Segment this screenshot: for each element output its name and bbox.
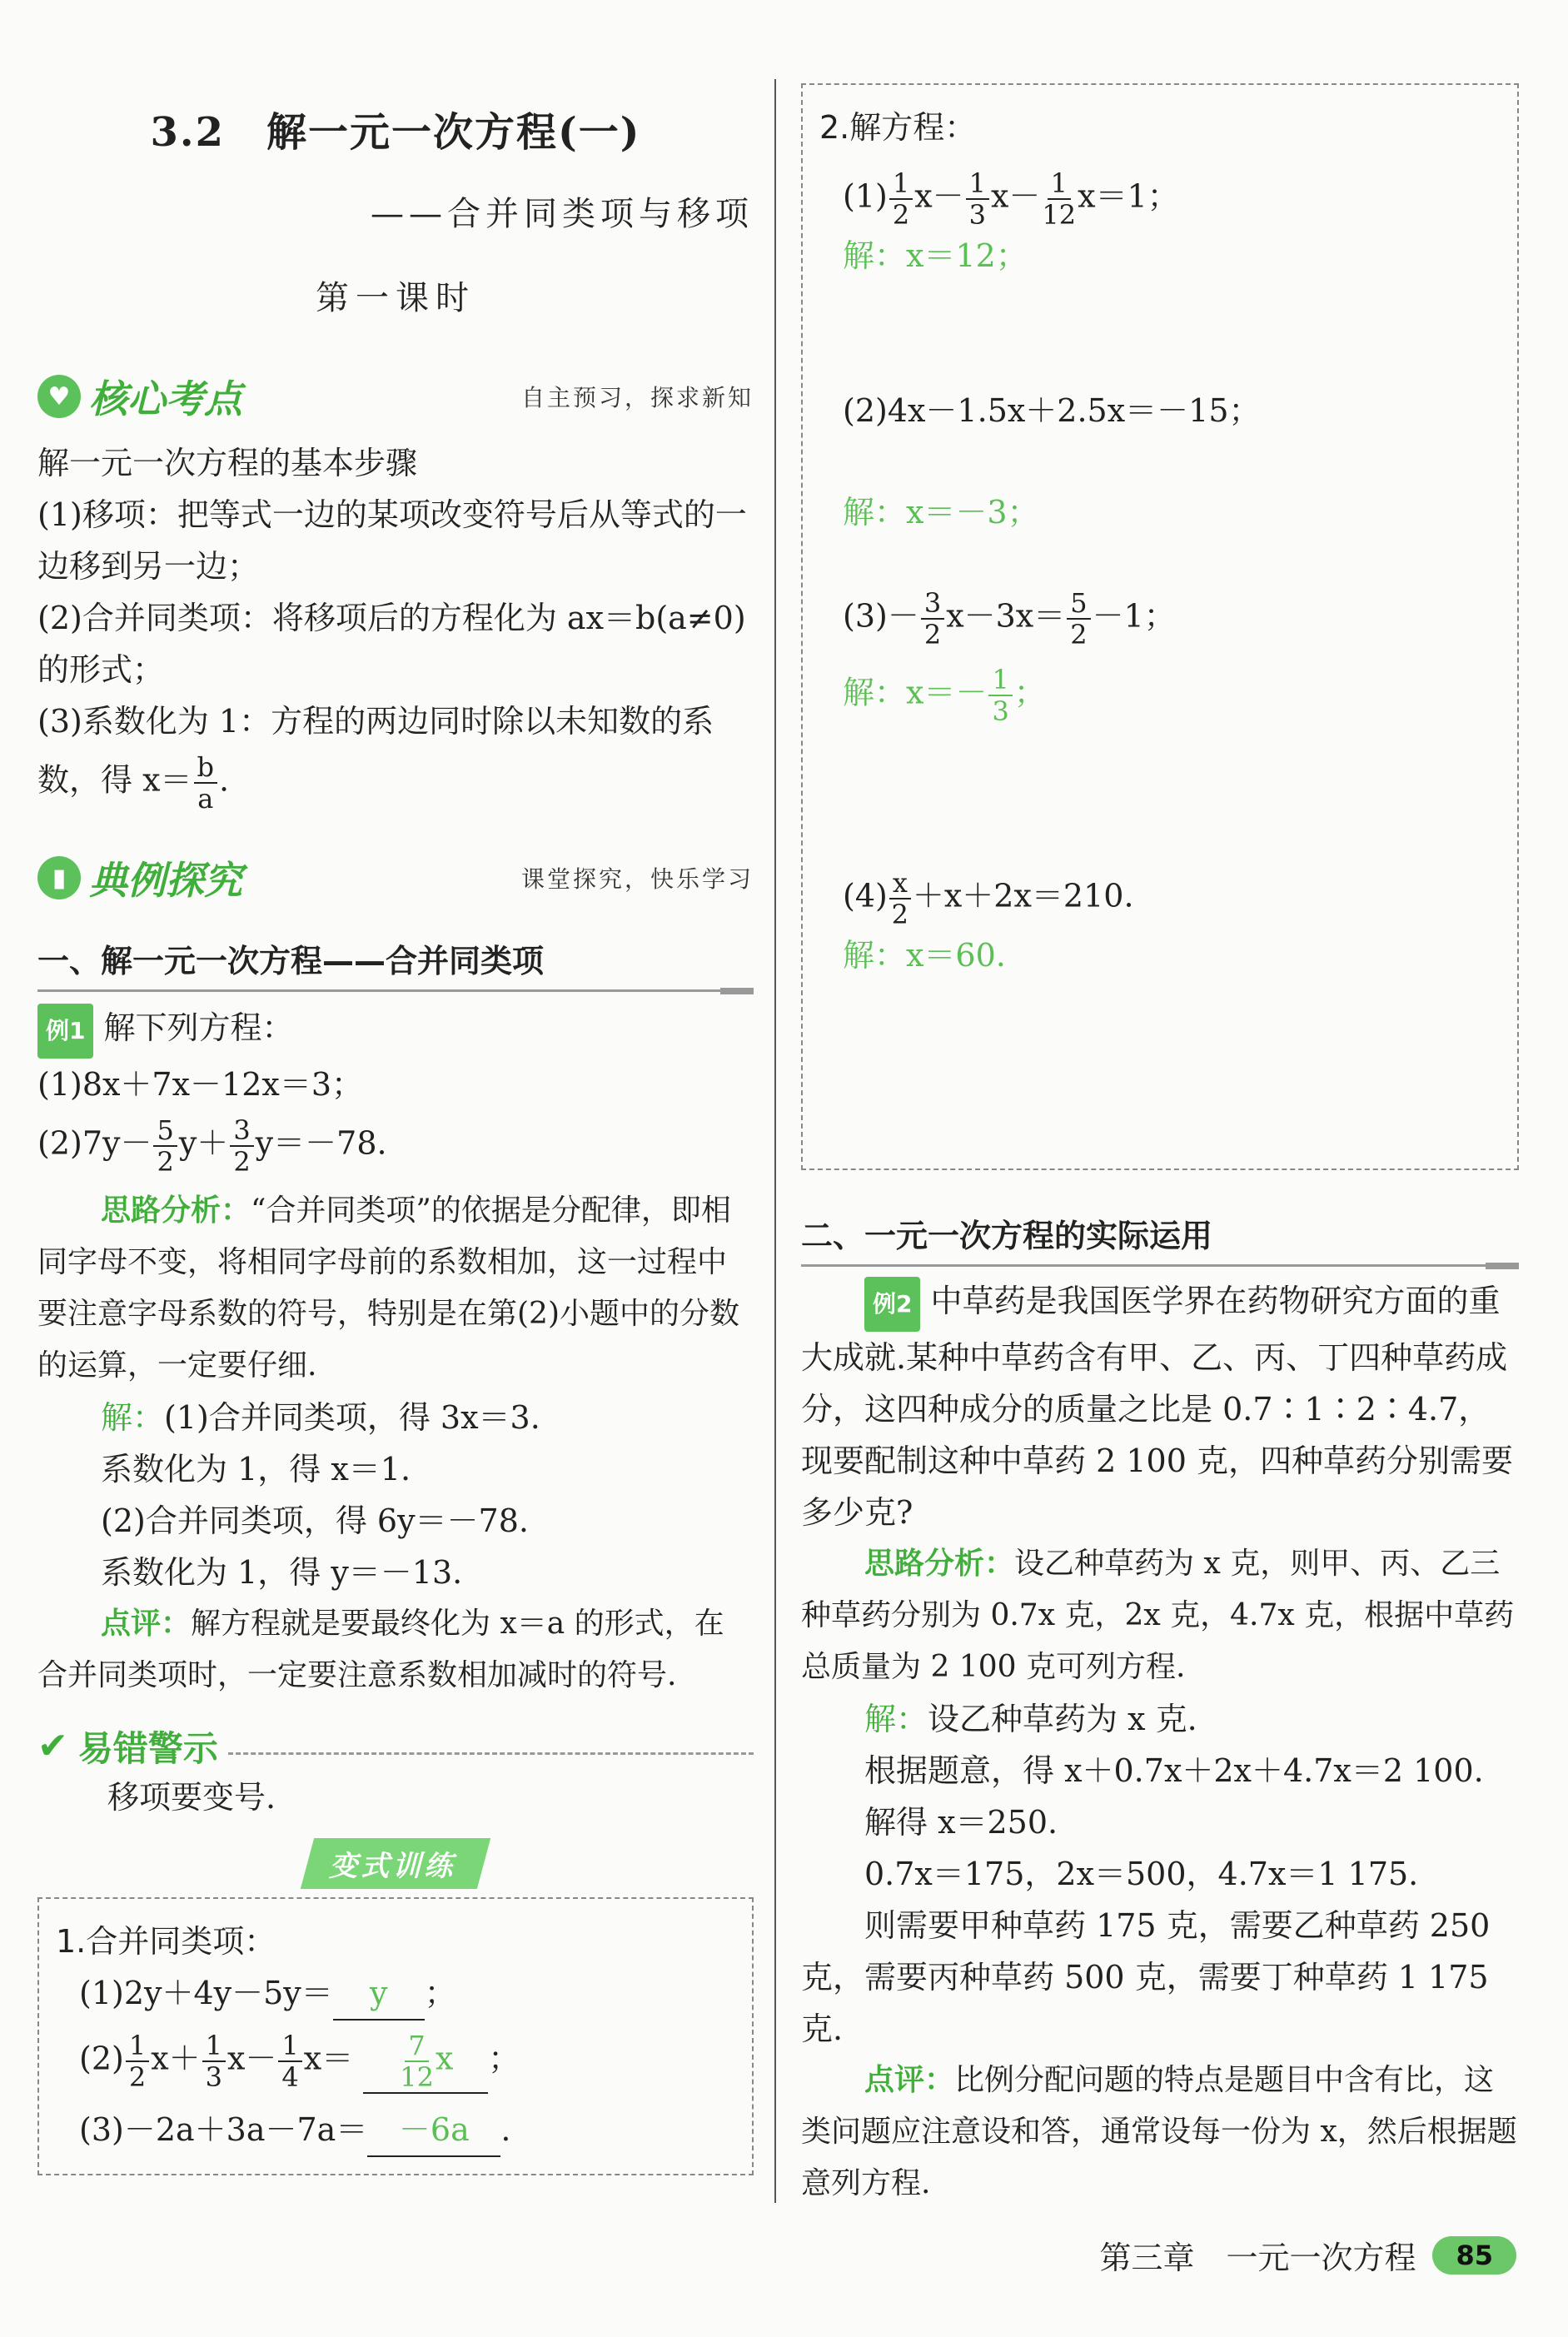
q2-p4: (4) $\frac{x}{2}$ ＋x＋2x＝210.	[843, 867, 1134, 930]
example2-solution: 解：设乙种草药为 x 克. 根据题意，得 x＋0.7x＋2x＋4.7x＝2 100. 解得 x＝250. 0.7x＝175，2x＝500，4.7x＝1 175.	[864, 1700, 1484, 1892]
q2-p1-answer: 解：x＝12；	[843, 237, 1028, 274]
warning-text: 移项要变号.	[107, 1778, 276, 1816]
page-title: 3.2 解一元一次方程(一)	[150, 109, 641, 156]
column-divider	[774, 79, 776, 2203]
left-column	[37, 83, 754, 2175]
practice-title: 1.合并同类项：	[56, 1922, 276, 1960]
core-line: (3)系数化为 1：方程的两边同时除以未知数的系	[37, 703, 714, 740]
q2-p2-answer: 解：x＝－3；	[843, 494, 1039, 531]
core-line-final: 数，得 x＝ $\frac{b}{a}$ .	[37, 751, 230, 815]
lesson-label: 第一课时	[316, 279, 475, 317]
q2-p1: (1) $\frac{1}{2}$ x－ $\frac{1}{3}$ x－ $\frac{1}{12}$ x＝1；	[843, 167, 1179, 231]
q2-p3-answer: 解：x＝－ $\frac{1}{3}$ ；	[843, 664, 1046, 727]
answer-blank: －6a	[367, 2104, 500, 2157]
warning-divider	[228, 1752, 754, 1755]
core-heading: 核心考点	[89, 376, 242, 421]
example1-tag: 例1	[37, 1004, 93, 1059]
answer-blank: $\frac{7}{12}$ x	[363, 2031, 488, 2094]
example2-problem: 例2 中草药是我国医学界在药物研究方面的重大成就.某种中草药含有甲、乙、丙、丁四种草药成分，这四种成分的质量之比是 0.7∶1∶2∶4.7，现要配制这种中草药 2 100 克，四种草药分别需要多少克?	[801, 1275, 1519, 1538]
q2-p2: (2)4x－1.5x＋2.5x＝－15；	[843, 392, 1261, 429]
examples-section-header	[37, 850, 754, 905]
example1-analysis: 思路分析：“合并同类项”的依据是分配律，即相同字母不变，将相同字母前的系数相加，这一过程中要注意字母系数的符号，特别是在第(2)小题中的分数的运算，一定要仔细.	[37, 1193, 739, 1383]
core-note: 自主预习，探求新知	[520, 384, 754, 411]
q2-p4-answer: 解：x＝60.	[843, 937, 1006, 974]
practice-q2: (2) $\frac{1}{2}$ x＋ $\frac{1}{3}$ x－ $\frac{1}{4}$ x＝ $\frac{7}{12}$ x ；	[79, 2029, 520, 2093]
q2-p3: (3)－ $\frac{3}{2}$ x－3x＝ $\frac{5}{2}$ －1；	[843, 587, 1176, 650]
core-line: 解一元一次方程的基本步骤	[37, 445, 418, 481]
chapter-label: 第三章 一元一次方程	[1099, 2240, 1416, 2276]
practice-q3: (3)－2a＋3a－7a＝ －6a .	[56, 2104, 735, 2157]
examples-heading: 典例探究	[89, 858, 242, 903]
part1-heading: 一、解一元一次方程——合并同类项	[37, 935, 754, 992]
example2-comment: 点评：比例分配问题的特点是题目中含有比，这类问题应注意设和答，通常设每一份为 x，然后根据题意列方程.	[801, 2062, 1517, 2200]
core-line: (2)合并同类项：将移项后的方程化为 ax＝b(a≠0)的形式；	[37, 600, 746, 688]
example2-conclusion: 则需要甲种草药 175 克，需要乙种草药 250 克，需要丙种草药 500 克，需要丁种草药 1 175 克.	[801, 1906, 1491, 2047]
answer-blank: y	[333, 1967, 425, 2021]
practice-tag: 变式训练	[37, 1838, 754, 1889]
chart-icon: ▮	[37, 856, 81, 899]
check-icon: ✔	[37, 1725, 68, 1767]
q2-title: 2.解方程：	[819, 109, 977, 146]
practice-q1: (1)2y＋4y－5y＝ y ；	[56, 1967, 735, 2021]
page-number: 85	[1432, 2236, 1516, 2275]
core-line: (1)移项：把等式一边的某项改变符号后从等式的一边移到另一边；	[37, 496, 747, 585]
warning-header	[37, 1722, 754, 1771]
example1-prompt: 例1 解下列方程：	[37, 1002, 754, 1059]
right-column	[801, 83, 1519, 2210]
examples-note: 课堂探究，快乐学习	[520, 865, 754, 893]
page-footer	[1099, 2232, 1516, 2278]
example2-analysis: 思路分析：设乙种草药为 x 克，则甲、丙、乙三种草药分别为 0.7x 克，2x 克，4.7x 克，根据中草药总质量为 2 100 克可列方程.	[801, 1546, 1515, 1684]
warning-heading: 易错警示	[77, 1727, 218, 1769]
example1-comment: 点评：解方程就是要最终化为 x＝a 的形式，在合并同类项时，一定要注意系数相加减时的符号.	[37, 1606, 724, 1692]
core-section-header	[37, 369, 754, 424]
page-subtitle: ——合并同类项与移项	[371, 195, 754, 233]
example1-solution: 解：(1)合并同类项，得 3x＝3. 系数化为 1，得 x＝1. (2)合并同类项，得 6y＝－78. 系数化为 1，得 y＝－13.	[101, 1398, 540, 1591]
part2-heading: 二、一元一次方程的实际运用	[801, 1210, 1519, 1267]
heart-icon: ♥	[37, 375, 81, 418]
example1-q2: (2)7y－ $\frac{5}{2}$ y＋ $\frac{3}{2}$ y＝－78.	[37, 1114, 387, 1178]
example1-q1: (1)8x＋7x－12x＝3；	[37, 1065, 364, 1103]
example2-tag: 例2	[864, 1277, 920, 1332]
q2-box	[801, 83, 1519, 1170]
practice-box	[37, 1897, 754, 2175]
